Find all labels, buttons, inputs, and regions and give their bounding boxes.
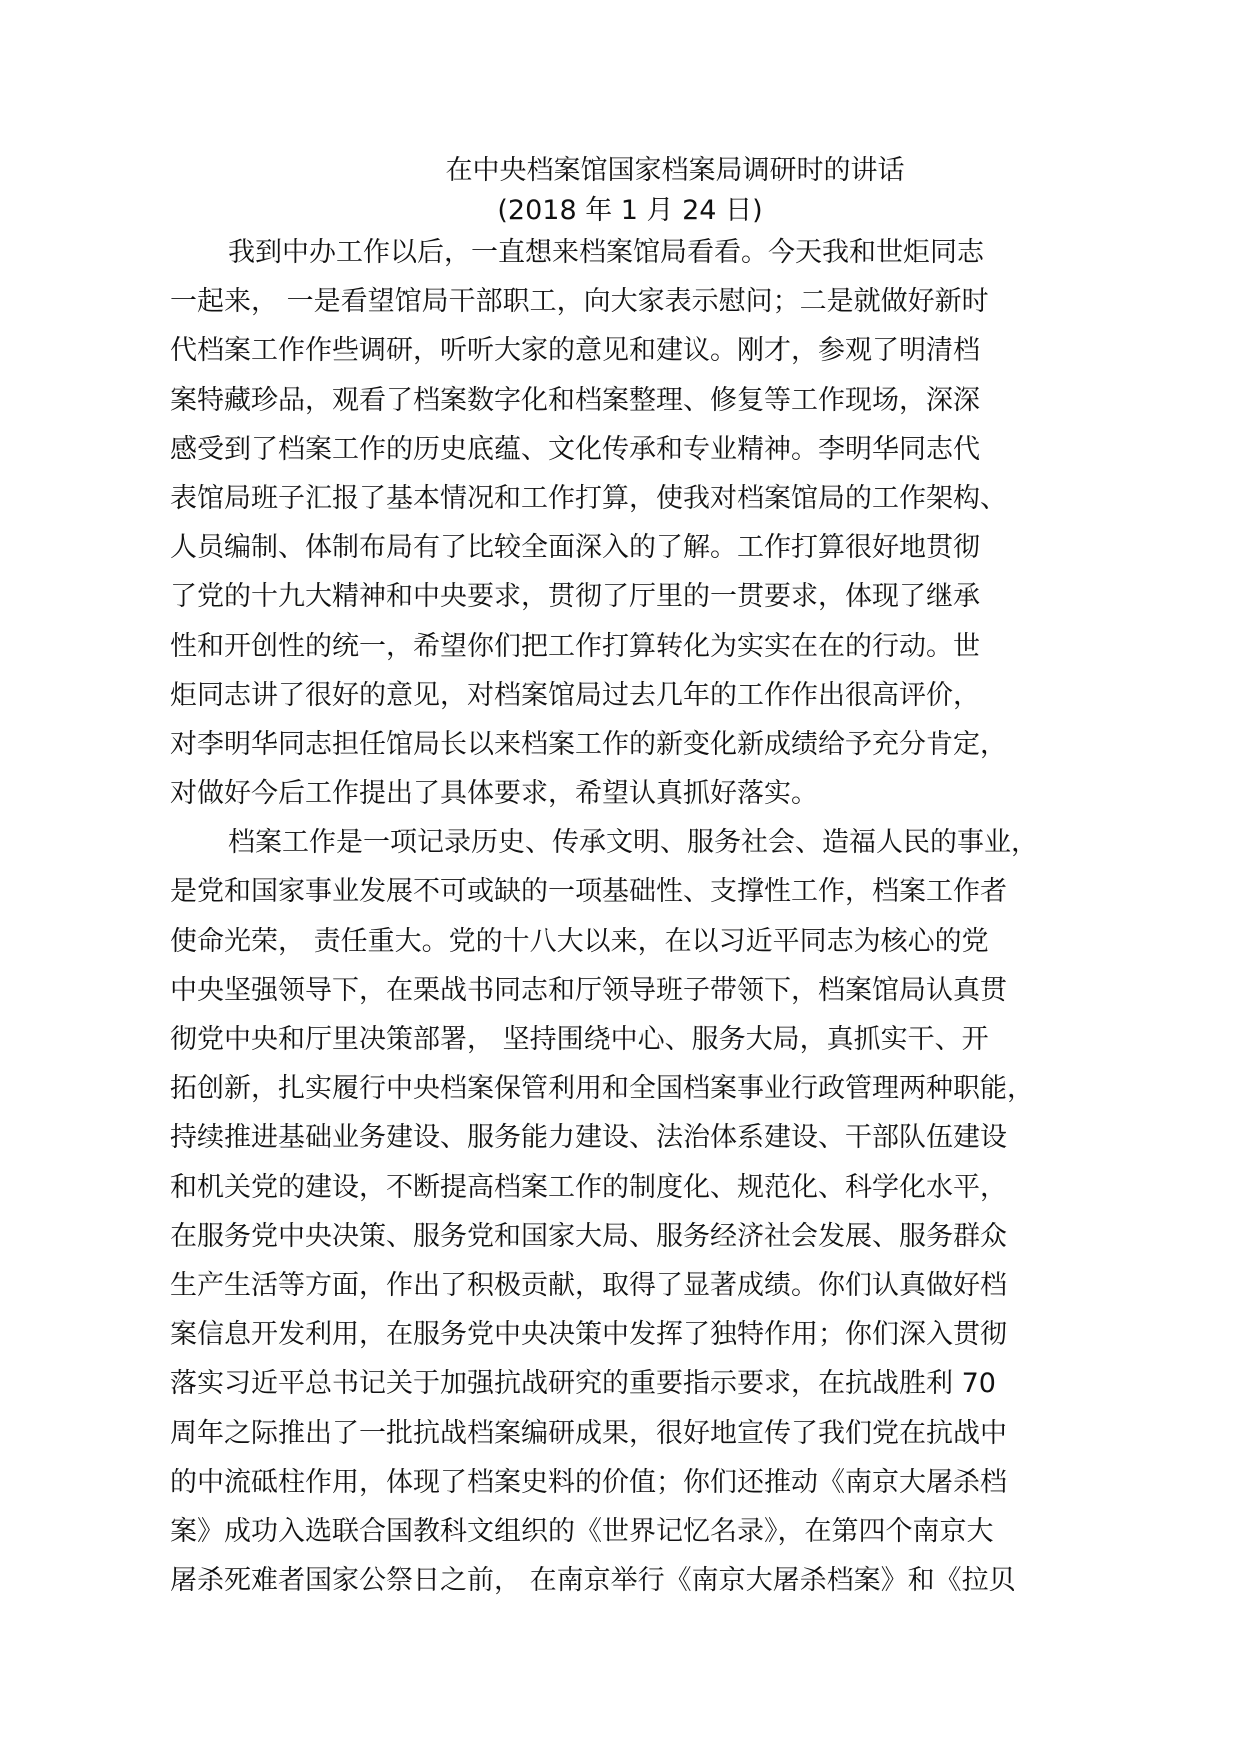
text-line: 生产生活等方面，作出了积极贡献，取得了显著成绩。你们认真做好档 xyxy=(170,1269,1007,1301)
text-line: 炬同志讲了很好的意见，对档案馆局过去几年的工作作出很高评价， xyxy=(170,679,980,711)
document-date: (2018 年 1 月 24 日) xyxy=(497,195,763,226)
text-line: 的中流砥柱作用，体现了档案史料的价值；你们还推动《南京大屠杀档 xyxy=(170,1466,1007,1498)
text-line: 使命光荣， 责任重大。党的十八大以来，在以习近平同志为核心的党 xyxy=(170,925,989,957)
text-line: 落实习近平总书记关于加强抗战研究的重要指示要求，在抗战胜利 70 xyxy=(170,1368,996,1400)
text-line: 对做好今后工作提出了具体要求，希望认真抓好落实。 xyxy=(170,778,818,810)
text-line: 中央坚强领导下，在栗战书同志和厅领导班子带领下，档案馆局认真贯 xyxy=(170,974,1007,1006)
text-line: 案特藏珍品，观看了档案数字化和档案整理、修复等工作现场，深深 xyxy=(170,384,980,416)
text-line: 彻党中央和厅里决策部署， 坚持围绕中心、服务大局，真抓实干、开 xyxy=(170,1024,989,1055)
text-line: 一起来， 一是看望馆局干部职工，向大家表示慰问；二是就做好新时 xyxy=(170,286,989,318)
text-line: 案信息开发利用，在服务党中央决策中发挥了独特作用；你们深入贯彻 xyxy=(170,1319,1007,1351)
text-line: 是党和国家事业发展不可或缺的一项基础性、支撑性工作，档案工作者 xyxy=(170,876,1007,908)
text-line: 档案工作是一项记录历史、传承文明、服务社会、造福人民的事业， xyxy=(228,827,1038,859)
text-line: 案》成功入选联合国教科文组织的《世界记忆名录》，在第四个南京大 xyxy=(170,1515,994,1547)
text-line: 我到中办工作以后，一直想来档案馆局看看。今天我和世炬同志 xyxy=(228,237,984,268)
document-body xyxy=(170,228,1100,1605)
text-line: 了党的十九大精神和中央要求，贯彻了厅里的一贯要求，体现了继承 xyxy=(170,581,980,613)
text-line: 人员编制、体制布局有了比较全面深入的了解。工作打算很好地贯彻 xyxy=(170,532,980,564)
document-title: 在中央档案馆国家档案局调研时的讲话 xyxy=(445,155,905,186)
text-line: 持续推进基础业务建设、服务能力建设、法治体系建设、干部队伍建设 xyxy=(170,1122,1007,1154)
text-line: 表馆局班子汇报了基本情况和工作打算，使我对档案馆局的工作架构、 xyxy=(170,482,1007,514)
text-line: 在服务党中央决策、服务党和国家大局、服务经济社会发展、服务群众 xyxy=(170,1220,1007,1252)
text-line: 性和开创性的统一，希望你们把工作打算转化为实实在在的行动。世 xyxy=(170,630,980,662)
text-line: 感受到了档案工作的历史底蕴、文化传承和专业精神。李明华同志代 xyxy=(170,433,980,465)
text-line: 和机关党的建设，不断提高档案工作的制度化、规范化、科学化水平， xyxy=(170,1171,1007,1203)
text-line: 周年之际推出了一批抗战档案编研成果，很好地宣传了我们党在抗战中 xyxy=(170,1417,1007,1449)
text-line: 拓创新，扎实履行中央档案保管利用和全国档案事业行政管理两种职能， xyxy=(170,1073,1034,1105)
text-line: 屠杀死难者国家公祭日之前， 在南京举行《南京大屠杀档案》和《拉贝 xyxy=(170,1565,1016,1597)
text-line: 代档案工作作些调研，听听大家的意见和建议。刚才，参观了明清档 xyxy=(170,335,980,367)
text-line: 对李明华同志担任馆局长以来档案工作的新变化新成绩给予充分肯定， xyxy=(170,728,1007,760)
